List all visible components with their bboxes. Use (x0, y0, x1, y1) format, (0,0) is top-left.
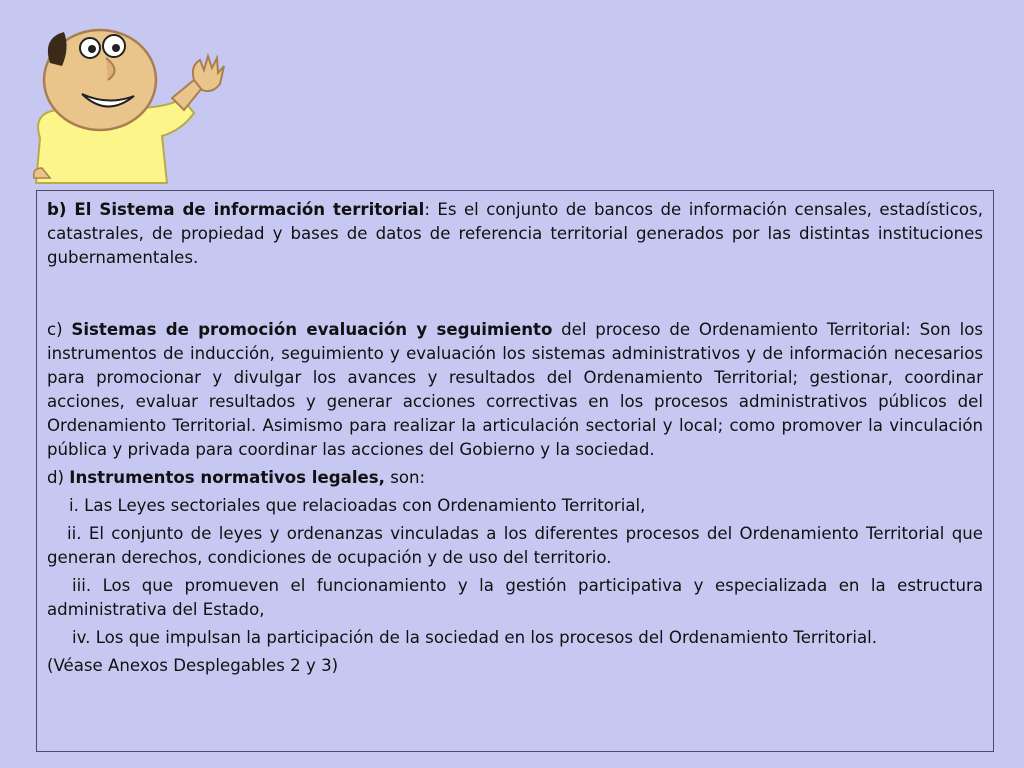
list-item-iv: iv. Los que impulsan la participación de la sociedad en los procesos del Ordenamiento Territorial. (72, 628, 878, 647)
list-item-ii: ii. El conjunto de leyes y ordenanzas vinculadas a los diferentes procesos del Ordenamiento Territorial que generan derechos, condiciones de ocupación y de uso del territorio. (47, 524, 983, 567)
list-item-i: i. Las Leyes sectoriales que relacioadas con Ordenamiento Territorial, (69, 496, 646, 515)
paragraph-b-body: : Es el conjunto de bancos de información censales, estadísticos, catastrales, de propiedad y bases de datos de referencia territorial generados por las distintas instituciones gubernamentales. (47, 200, 983, 267)
paragraph-c (47, 318, 983, 462)
paragraph-d-body: son: (384, 468, 426, 487)
paragraph-c-heading: Sistemas de promoción evaluación y seguimiento (71, 320, 553, 339)
paragraph-d-heading: Instrumentos normativos legales, (69, 468, 385, 487)
paragraph-c-body: del proceso de Ordenamiento Territorial: Son los instrumentos de inducción, seguimiento y evaluación los sistemas administrativos y de información necesarios para promocionar y divulgar los avances y resultados del Ordenamiento Territorial; gestionar, coordinar acciones, evaluar resultados y generar acciones correctivas en los procesos administrativos públicos del Ordenamiento Territorial. Asimismo para realizar la articulación sectorial y local; como promover la vinculación pública y privada para coordinar las acciones del Gobierno y la sociedad. (47, 320, 983, 459)
paragraph-b (47, 198, 983, 270)
footnote: (Véase Anexos Desplegables 2 y 3) (47, 656, 339, 675)
content-text-box (36, 190, 994, 752)
paragraph-c-prefix: c) (47, 320, 72, 339)
spacer (47, 270, 983, 318)
list-item-iii: iii. Los que promueven el funcionamiento y la gestión participativa y especializada en la estructura administrativa del Estado, (47, 576, 983, 619)
cartoon-man-waving-illustration (22, 18, 232, 188)
paragraph-d (47, 466, 983, 490)
paragraph-d-prefix: d) (47, 468, 70, 487)
paragraph-b-heading: b) El Sistema de información territorial (47, 200, 425, 219)
